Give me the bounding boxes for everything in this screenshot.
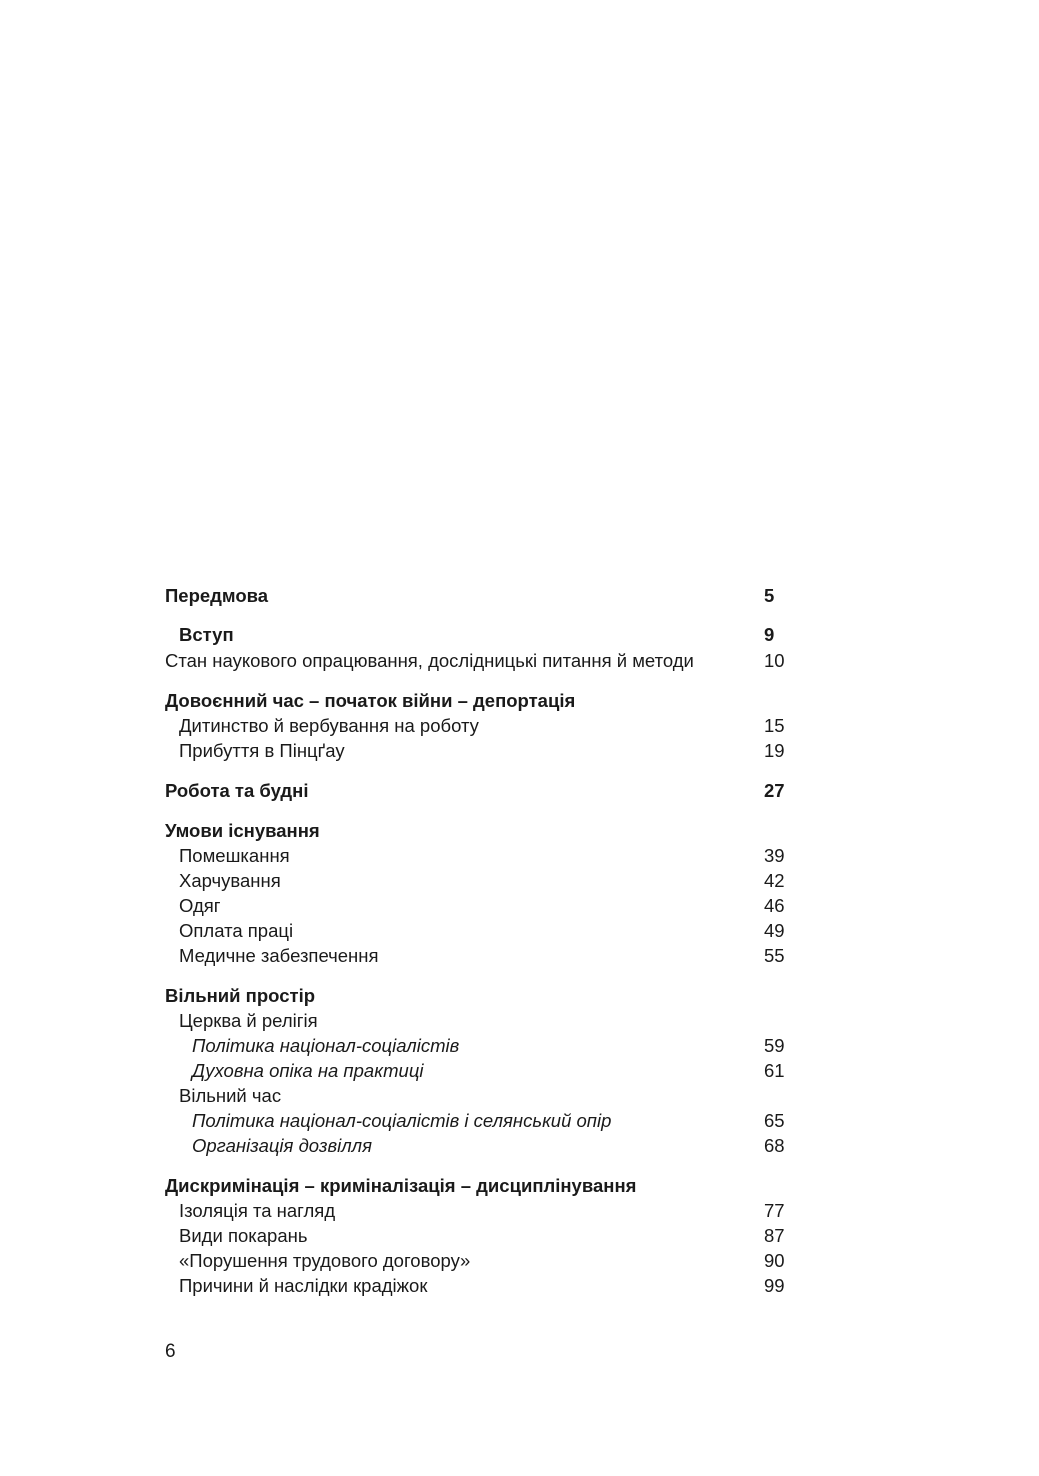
toc-entry bbox=[0, 1248, 1039, 1273]
toc-entry bbox=[0, 1133, 1039, 1158]
toc-entry-title: Дитинство й вербування на роботу bbox=[179, 715, 479, 736]
toc-entry bbox=[0, 1033, 1039, 1058]
toc-entry-title: Оплата праці bbox=[179, 920, 294, 941]
toc-entry-title: «Порушення трудового договору» bbox=[179, 1250, 471, 1271]
toc-entry-page: 49 bbox=[764, 920, 785, 941]
toc-entry-title: Церква й релігія bbox=[179, 1010, 318, 1031]
toc-entry bbox=[0, 583, 1039, 608]
toc-entry-page: 9 bbox=[764, 624, 775, 645]
toc-entry-title: Політика націонал-соціалістів bbox=[192, 1035, 460, 1056]
toc-entry-page: 5 bbox=[764, 585, 775, 606]
toc-entry-title: Медичне забезпечення bbox=[179, 945, 379, 966]
toc-entry-page: 42 bbox=[764, 870, 785, 891]
page-number: 6 bbox=[165, 1341, 176, 1362]
toc-entry bbox=[0, 738, 1039, 763]
toc-entry-title: Робота та будні bbox=[165, 780, 309, 801]
toc-entry-page: 59 bbox=[764, 1035, 785, 1056]
toc-entry bbox=[0, 1198, 1039, 1223]
toc-subsection-heading bbox=[0, 1008, 1039, 1033]
toc-section-heading bbox=[0, 983, 1039, 1008]
toc-entry bbox=[0, 868, 1039, 893]
toc-entry bbox=[0, 648, 1039, 673]
toc-entry-title: Помешкання bbox=[179, 845, 290, 866]
toc-section-heading bbox=[0, 688, 1039, 713]
toc-entry-title: Передмова bbox=[165, 585, 269, 606]
toc-entry bbox=[0, 918, 1039, 943]
toc-entry-page: 65 bbox=[764, 1110, 785, 1131]
toc-entry-page: 90 bbox=[764, 1250, 785, 1271]
toc-entry-title: Довоєнний час – початок війни – депортація bbox=[165, 690, 576, 711]
toc-section-heading bbox=[0, 1173, 1039, 1198]
toc-entry-page: 77 bbox=[764, 1200, 785, 1221]
toc-entry-page: 55 bbox=[764, 945, 785, 966]
toc-entry-title: Умови існування bbox=[165, 820, 320, 841]
toc-entry-page: 99 bbox=[764, 1275, 785, 1296]
toc-entry-title: Харчування bbox=[179, 870, 281, 891]
toc-entry-page: 68 bbox=[764, 1135, 785, 1156]
toc-entry-title: Організація дозвілля bbox=[192, 1135, 372, 1156]
toc-entry-page: 15 bbox=[764, 715, 785, 736]
toc-entry-title: Причини й наслідки крадіжок bbox=[179, 1275, 428, 1296]
toc-entry-page: 46 bbox=[764, 895, 785, 916]
toc-entry bbox=[0, 843, 1039, 868]
toc-entry-title: Прибуття в Пінцґау bbox=[179, 740, 345, 761]
toc-entry bbox=[0, 893, 1039, 918]
toc-entry-title: Вільний простір bbox=[165, 985, 316, 1006]
toc-entry bbox=[0, 713, 1039, 738]
toc-entry-title: Вступ bbox=[179, 624, 234, 645]
toc-entry bbox=[0, 778, 1039, 803]
toc-subsection-heading bbox=[0, 1083, 1039, 1108]
toc-entry bbox=[0, 622, 1039, 647]
toc-entry-page: 19 bbox=[764, 740, 785, 761]
toc-entry-title: Дискримінація – криміналізація – дисциплінування bbox=[165, 1175, 637, 1196]
toc-entry-page: 27 bbox=[764, 780, 785, 801]
toc-entry-title: Вільний час bbox=[179, 1085, 282, 1106]
toc-entry-page: 39 bbox=[764, 845, 785, 866]
toc-entry-title: Стан наукового опрацювання, дослідницькі питання й методи bbox=[165, 650, 694, 671]
toc-entry-title: Політика націонал-соціалістів і селянський опір bbox=[192, 1110, 612, 1131]
toc-section-heading bbox=[0, 818, 1039, 843]
toc-entry-title: Ізоляція та нагляд bbox=[179, 1200, 336, 1221]
toc-entry-page: 61 bbox=[764, 1060, 785, 1081]
toc-entry-page: 87 bbox=[764, 1225, 785, 1246]
toc-entry bbox=[0, 1108, 1039, 1133]
toc-entry-page: 10 bbox=[764, 650, 785, 671]
toc-entry bbox=[0, 1223, 1039, 1248]
toc-entry-title: Духовна опіка на практиці bbox=[192, 1060, 424, 1081]
toc-entry-title: Одяг bbox=[179, 895, 221, 916]
toc-entry-title: Види покарань bbox=[179, 1225, 308, 1246]
toc-entry bbox=[0, 1273, 1039, 1298]
toc-entry bbox=[0, 1058, 1039, 1083]
toc-entry bbox=[0, 943, 1039, 968]
